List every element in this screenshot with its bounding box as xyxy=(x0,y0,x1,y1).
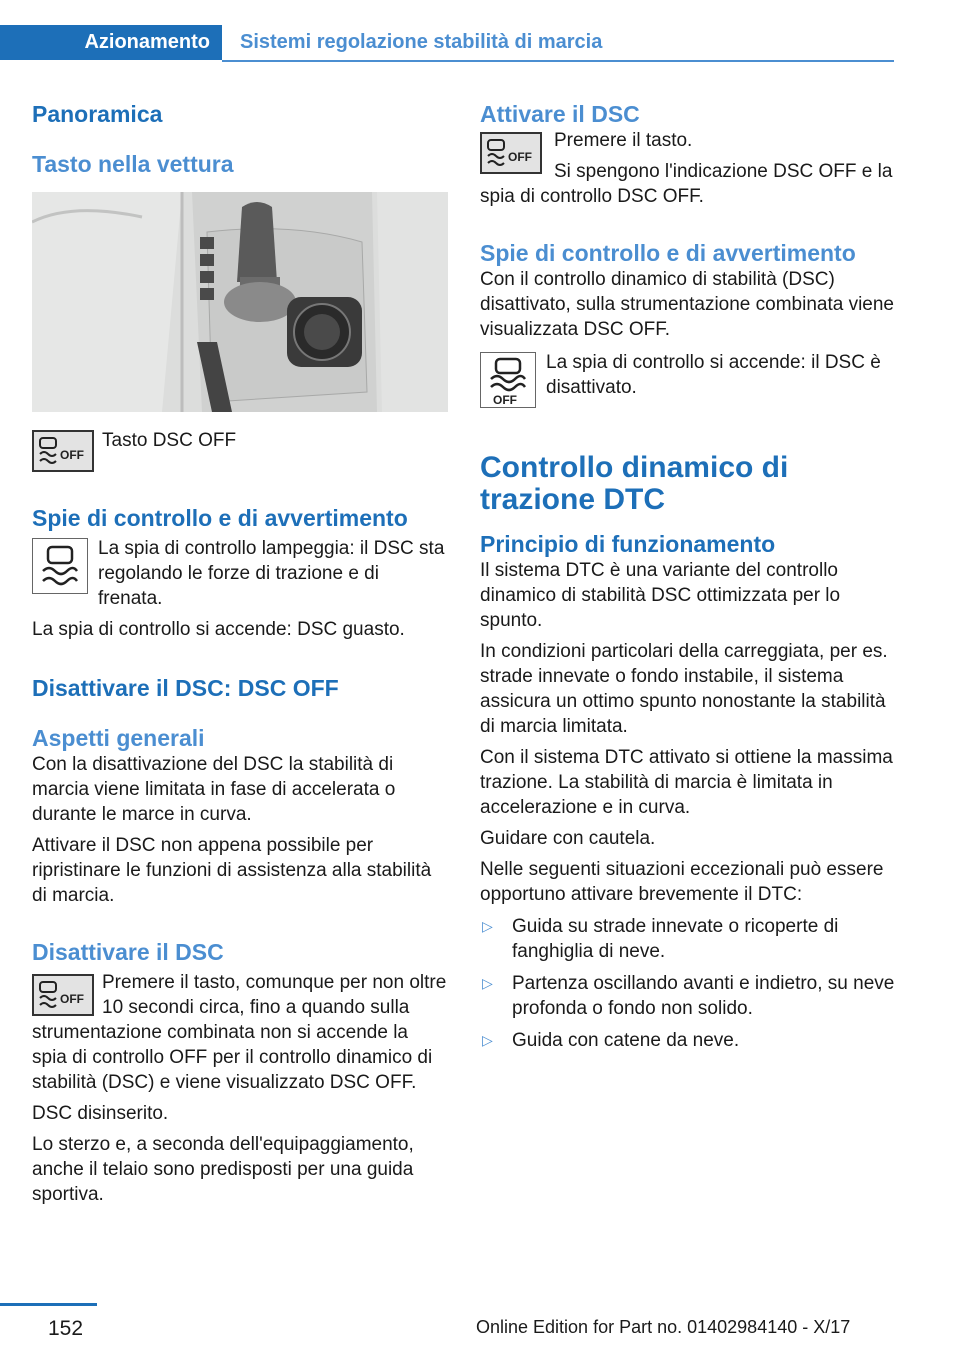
principle-paragraph-1: Il sistema DTC è una variante del controllo dinamico di stabilità DSC ottimizzata per lo spunto. xyxy=(480,560,841,631)
header-divider xyxy=(222,60,894,62)
list-item: ▷ Guida su strade innevate o ricoperte di fanghiglia di neve. xyxy=(482,916,839,962)
dsc-warning-light-icon xyxy=(32,538,88,594)
list-item: ▷ Guida con catene da neve. xyxy=(482,1030,740,1051)
svg-text:OFF: OFF xyxy=(60,992,84,1006)
warning-lights-paragraph: Con il controllo dinamico di stabilità (DSC) disattivato, sulla strumentazione combinata viene visualizzata DSC OFF. xyxy=(480,269,895,340)
edition-text: Online Edition for Part no. 01402984140 - X/17 xyxy=(476,1317,851,1337)
general-paragraph-1: Con la disattivazione del DSC la stabilità di marcia viene limitata in fase di accelerata o durante le marce in curva. xyxy=(32,754,396,825)
dsc-off-button-icon xyxy=(32,430,94,472)
warning-light-row xyxy=(32,538,448,611)
heading-deactivate-dsc-off: Disattivare il DSC: DSC OFF xyxy=(32,675,339,701)
left-column xyxy=(32,100,448,1207)
principle-paragraph-4: Guidare con cautela. xyxy=(480,828,656,849)
svg-text:OFF: OFF xyxy=(508,150,532,164)
dsc-disengaged-text: DSC disinserito. xyxy=(32,1103,169,1124)
warning-light-fault: La spia di controllo si accende: DSC guasto. xyxy=(32,619,405,640)
heading-activate-dsc: Attivare il DSC xyxy=(480,101,640,127)
warning-light-text: La spia di controllo lampeggia: il DSC sta regolando le forze di trazione e di frenata. xyxy=(98,538,445,609)
heading-principle: Principio di funzionamento xyxy=(480,531,776,557)
heading-general-aspects: Aspetti generali xyxy=(32,725,205,751)
dsc-off-warning-light-icon xyxy=(480,352,536,408)
bullet-marker-icon: ▷ xyxy=(482,975,493,991)
chapter-tab: Sistemi regolazione stabilità di marcia xyxy=(240,31,603,53)
activate-step-1: Premere il tasto. xyxy=(554,130,693,151)
activate-block xyxy=(480,128,896,209)
heading-warning-lights-right: Spie di controllo e di avvertimento xyxy=(480,240,856,266)
heading-button-in-car: Tasto nella vettura xyxy=(32,151,234,177)
deactivate-instructions: Premere il tasto, comunque per non oltre 10 secondi circa, fino a quando sulla strumentazione combinata non si accende la spia di controllo OFF per il controllo dinamico di stabilità (DSC) e viene visualizzato DSC OFF. xyxy=(32,972,447,1093)
principle-paragraph-3: Con il sistema DTC attivato si ottiene la massima trazione. La stabilità di marcia è limitata in accelerazione e in curva. xyxy=(480,747,893,818)
heading-deactivate-dsc: Disattivare il DSC xyxy=(32,939,224,965)
footer-divider xyxy=(0,1303,97,1306)
dsc-off-button-icon xyxy=(32,974,94,1016)
bullet-marker-icon: ▷ xyxy=(482,918,493,934)
center-console-photo xyxy=(32,192,448,412)
page-header xyxy=(0,25,894,62)
dsc-off-button-icon xyxy=(480,132,542,174)
dsc-off-light-row xyxy=(480,352,896,408)
heading-overview: Panoramica xyxy=(32,101,163,127)
section-tab: Azionamento xyxy=(0,25,222,60)
deactivate-block xyxy=(32,970,448,1095)
principle-paragraph-5: Nelle seguenti situazioni eccezionali può essere opportuno attivare brevemente il DTC: xyxy=(480,859,884,905)
list-item: ▷ Partenza oscillando avanti e indietro, su neve profonda o fondo non solido. xyxy=(482,973,895,1019)
bullet-marker-icon: ▷ xyxy=(482,1032,493,1048)
dsc-off-button-row xyxy=(32,430,448,472)
principle-paragraph-2: In condizioni particolari della carreggiata, per es. strade innevate o fondo instabile, il sistema assicura un ottimo spunto nonostante la stabilità di marcia limitata. xyxy=(480,641,888,737)
bullet-list xyxy=(480,914,896,1053)
heading-dtc: Controllo dinamico di trazione DTC xyxy=(480,451,789,516)
svg-text:OFF: OFF xyxy=(60,448,84,462)
caption-dsc-off-button: Tasto DSC OFF xyxy=(102,430,237,451)
heading-warning-lights: Spie di controllo e di avvertimento xyxy=(32,505,408,531)
activate-step-2: Si spengono l'indicazione DSC OFF e la spia di controllo DSC OFF. xyxy=(480,161,893,207)
general-paragraph-2: Attivare il DSC non appena possibile per ripristinare le funzioni di assistenza alla stabilità di marcia. xyxy=(32,835,432,906)
svg-text:OFF: OFF xyxy=(493,393,517,407)
page-number: 152 xyxy=(48,1317,84,1340)
console-illustration xyxy=(32,192,448,412)
right-column xyxy=(480,100,896,1053)
dsc-off-light-text: La spia di controllo si accende: il DSC è disattivato. xyxy=(546,352,881,398)
steering-text: Lo sterzo e, a seconda dell'equipaggiamento, anche il telaio sono predisposti per una guida sportiva. xyxy=(32,1134,414,1205)
